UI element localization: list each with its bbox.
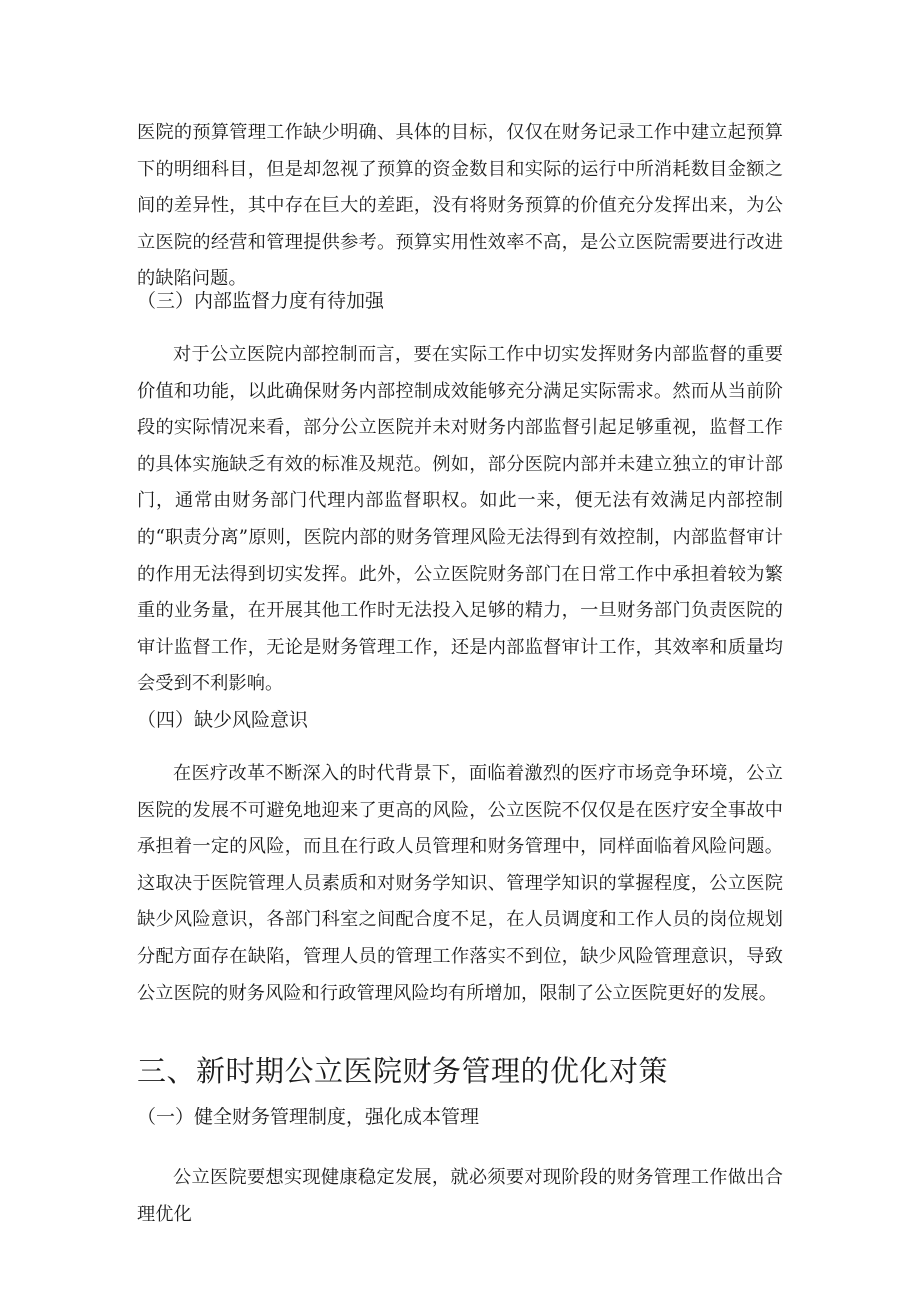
paragraph-internal-supervision: 对于公立医院内部控制而言，要在实际工作中切实发挥财务内部监督的重要价值和功能，以此确保财务内部控制成效能够充分满足实际需求。然而从当前阶段的实际情况来看，部分公立医院并未对财务内部监督引起足够重视，监督工作的具体实施缺乏有效的标准及规范。例如，部分医院内部并未建立独立的审计部门，通常由财务部门代理内部监督职权。如此一来，便无法有效满足内部控制的“职责分离”原则，医院内部的财务管理风险无法得到有效控制，内部监督审计的作用无法得到切实发挥。此外，公立医院财务部门在日常工作中承担着较为繁重的业务量，在开展其他工作时无法投入足够的精力，一旦财务部门负责医院的审计监督工作，无论是财务管理工作，还是内部监督审计工作，其效率和质量均会受到不利影响。 bbox=[137, 344, 783, 695]
subheading-financial-system: （一）健全财务管理制度，强化成本管理 bbox=[137, 1106, 480, 1128]
subheading-internal-supervision: （三）内部监督力度有待加强 bbox=[137, 290, 385, 312]
section-heading-optimization: 三、新时期公立医院财务管理的优化对策 bbox=[137, 1054, 669, 1088]
paragraph-budget-intro: 医院的预算管理工作缺少明确、具体的目标，仅仅在财务记录工作中建立起预算下的明细科目，但是却忽视了预算的资金数目和实际的运行中所消耗数目金额之间的差异性，其中存在巨大的差距，没有将财务预算的价值充分发挥出来，为公立医院的经营和管理提供参考。预算实用性效率不高，是公立医院需要进行改进的缺陷问题。 bbox=[137, 122, 783, 290]
subheading-risk-awareness: （四）缺少风险意识 bbox=[137, 709, 309, 731]
paragraph-risk-awareness: 在医疗改革不断深入的时代背景下，面临着激烈的医疗市场竞争环境，公立医院的发展不可避免地迎来了更高的风险，公立医院不仅仅是在医疗安全事故中承担着一定的风险，而且在行政人员管理和财务管理中，同样面临着风险问题。这取决于医院管理人员素质和对财务学知识、管理学知识的掌握程度，公立医院缺少风险意识，各部门科室之间配合度不足，在人员调度和工作人员的岗位规划分配方面存在缺陷，管理人员的管理工作落实不到位，缺少风险管理意识，导致公立医院的财务风险和行政管理风险均有所增加，限制了公立医院更好的发展。 bbox=[137, 763, 783, 1004]
paragraph-optimization-intro: 公立医院要想实现健康稳定发展，就必须要对现阶段的财务管理工作做出合理优化 bbox=[137, 1167, 783, 1225]
